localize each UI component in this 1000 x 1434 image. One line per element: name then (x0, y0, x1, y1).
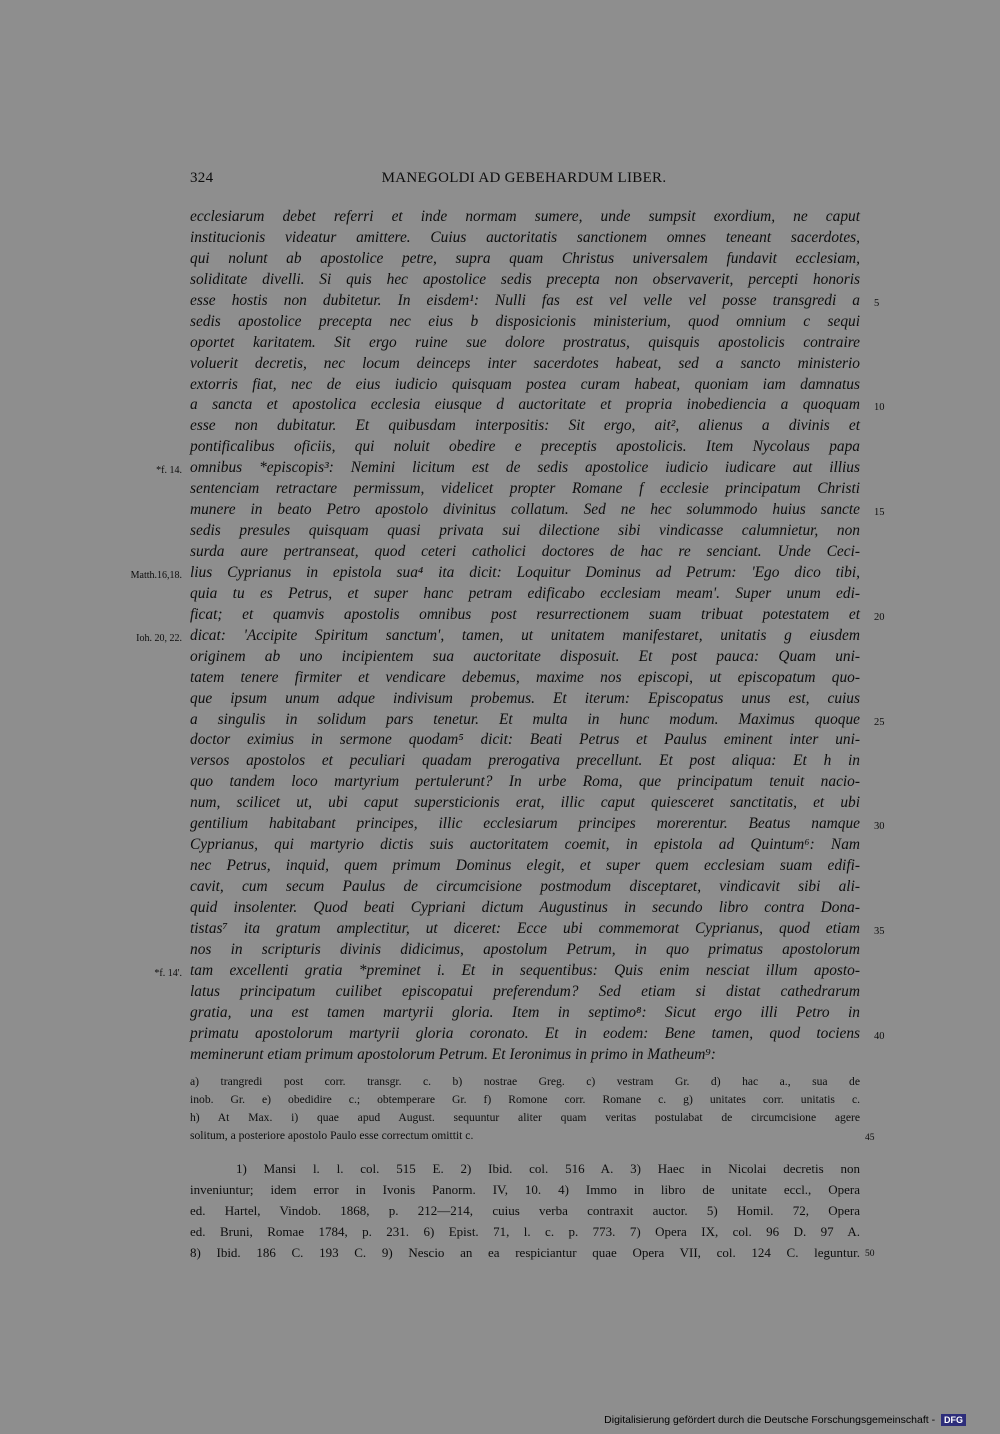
text-line-text: dicat: 'Accipite Spiritum sanctum', tamen, ut unitatem manifestaret, unitatis g eiusdem (190, 626, 860, 644)
line-number: 40 (874, 1030, 885, 1042)
source-note-line (190, 1158, 860, 1179)
text-line (190, 668, 860, 689)
text-line-text: versos apostolos et peculiari quadam prerogativa precellunt. Et post aliqua: Et h in (190, 752, 860, 770)
text-line (190, 312, 860, 333)
source-note-line (190, 1221, 860, 1242)
text-line-text: pontificalibus oficiis, qui noluit obedire e preceptis apostolicis. Item Nycolaus papa (190, 438, 860, 456)
line-number: 25 (874, 716, 885, 728)
source-note-line (190, 1200, 860, 1221)
critical-note-line (190, 1073, 860, 1091)
text-line-text: oportet karitatem. Sit ergo ruine sue dolore prostratus, quisquis apostolicis contraire (190, 333, 860, 351)
critical-note-line (190, 1091, 860, 1109)
text-line (190, 354, 860, 375)
text-line-text: tam excellenti gratia *preminet i. Et in sequentibus: Quis enim nesciat illum aposto- (190, 961, 860, 979)
text-line (190, 521, 860, 542)
text-line (190, 228, 860, 249)
text-line-text: cavit, cum secum Paulus de circumcisione postmodum disceptaret, vindicavit sibi ali- (190, 878, 860, 895)
text-line-text: qui nolunt ab apostolice petre, supra quam Christus universalem fundavit ecclesiam, (190, 249, 860, 267)
text-line-text: surda aure pertranseat, quod ceteri catholici doctores de hac re senciant. Unde Ceci- (190, 543, 860, 560)
text-line (154, 961, 860, 982)
critical-apparatus (190, 1073, 875, 1145)
text-line (190, 584, 860, 605)
line-number: 5 (874, 297, 880, 309)
text-line (190, 898, 860, 919)
text-line-text: Cyprianus, qui martyrio dictis suis auctoritatem coemit, in epistola ad Quintum⁶: Nam (190, 836, 860, 854)
text-line (190, 479, 860, 500)
critical-note-line-text: a) trangredi post corr. transgr. c. b) nostrae Greg. c) vestram Gr. d) hac a., sua de (190, 1075, 860, 1088)
text-line-text: nec Petrus, inquid, quem primum Dominus elegit, et super quem ecclesiam suam edifi- (190, 857, 860, 875)
text-line (190, 207, 860, 228)
text-line (190, 751, 860, 772)
text-line-text: a sancta et apostolica ecclesia eiusque d auctoritate et propria inobediencia a quoquam (190, 396, 860, 414)
text-line-text: ficat; et quamvis apostolis omnibus post resurrectionem suam tribuat potestatem et (190, 605, 860, 623)
text-line-text: a singulis in solidum pars tenetur. Et multa in hunc modum. Maximus quoque (190, 710, 860, 728)
text-line (190, 542, 860, 563)
text-line (190, 647, 860, 668)
text-line (190, 940, 860, 961)
page-number: 324 (190, 170, 214, 186)
source-footnotes (190, 1158, 875, 1263)
text-line (190, 772, 860, 793)
text-line (190, 249, 860, 270)
margin-reference: Matth.16,18. (130, 569, 182, 581)
text-line (190, 919, 885, 940)
text-line (190, 437, 860, 458)
line-number: 30 (874, 821, 885, 833)
text-line (190, 856, 860, 877)
text-line-text: primatu apostolorum martyrii gloria coronato. Et in eodem: Bene tamen, quod tociens (190, 1024, 860, 1042)
main-text (130, 207, 885, 1065)
line-number: 20 (874, 611, 885, 623)
text-line (190, 375, 860, 396)
text-line (190, 395, 885, 416)
text-line-text: tatem tenere firmiter et vendicare debemus, maxime nos episcopi, ut episcopatum quo- (190, 668, 860, 686)
text-line (190, 814, 885, 835)
text-line-text: que ipsum unum adque indivisum probemus. Et iterum: Episcopatus unus est, cuius (190, 689, 860, 707)
digitization-credit (604, 1414, 966, 1426)
text-line (190, 291, 880, 312)
text-line-text: nos in scripturis divinis didicimus, apostolum Petrum, in quo primatus apostolorum (190, 940, 860, 958)
text-line (190, 730, 860, 751)
text-line-text: doctor eximius in sermone quodam⁵ dicit: Beati Petrus et Paulus eminent inter uni- (190, 731, 860, 749)
text-line-text: quia tu es Petrus, et super hanc petram edificabo ecclesiam meam'. Super unum edi- (190, 584, 860, 602)
text-line-text: lius Cyprianus in epistola sua⁴ ita dicit: Loquitur Dominus ad Petrum: 'Ego dico tibi, (190, 563, 860, 581)
text-line (190, 835, 860, 856)
source-note-line-text: ed. Bruni, Romae 1784, p. 231. 6) Epist. 71, l. c. p. 773. 7) Opera IX, col. 96 D. 97 A. (190, 1224, 860, 1239)
text-line (190, 270, 860, 291)
text-line (130, 563, 860, 584)
text-line (190, 1003, 860, 1024)
text-line-text: num, scilicet ut, ubi caput supersticionis erat, illic caput quiesceret sanctitatis, et ubi (190, 794, 860, 812)
text-line (190, 982, 860, 1003)
text-line (190, 877, 860, 898)
text-line-text: gratia, una est tamen martyrii gloria. Item in septimo⁸: Sicut ergo illi Petro in (190, 1003, 860, 1021)
line-number: 45 (865, 1133, 875, 1143)
source-note-line-text: 1) Mansi l. l. col. 515 E. 2) Ibid. col. 516 A. 3) Haec in Nicolai decretis non (236, 1161, 860, 1176)
critical-note-line-text: inob. Gr. e) obedidire c.; obtemperare Gr. f) Romone corr. Romane c. g) unitates corr. unitatis c. (190, 1093, 860, 1106)
text-line (190, 710, 885, 731)
text-line (190, 333, 860, 354)
text-line-text: sedis apostolice precepta nec eius b disposicionis ministerium, quod omnium c sequi (190, 312, 860, 330)
text-line-text: tistas⁷ ita gratum amplectitur, ut diceret: Ecce ubi commemorat Cyprianus, quod etiam (190, 919, 860, 937)
text-line-text: quid insolenter. Quod beati Cypriani dictum Augustinus in secundo libro contra Dona- (190, 898, 860, 916)
text-line-text: originem ab uno incipientem sua auctoritate disposuit. Et post pauca: Quam uni- (190, 647, 860, 665)
text-line-text: munere in beato Petro apostolo divinitus collatum. Sed ne hec solummodo huius sancte (190, 501, 860, 519)
source-note-line-text: inveniuntur; idem error in Ivonis Panorm. IV, 10. 4) Immo in libro de unitate eccl., Opera (190, 1182, 860, 1197)
credit-text: Digitalisierung gefördert durch die Deutsche Forschungsgemeinschaft - (604, 1413, 936, 1426)
text-line (190, 500, 885, 521)
text-line (190, 416, 860, 437)
text-line-text: voluerit decretis, nec locum deinceps inter sacerdotes habeat, sed a sancto ministerio (190, 354, 860, 372)
text-line-text: sentenciam retractare permissum, videlicet propter Romane f ecclesie principatum Christi (190, 480, 860, 498)
line-number: 35 (874, 925, 885, 937)
text-line-text: soliditate divelli. Si quis hec apostolice sedis precepta non observaverit, percepti honoris (190, 270, 860, 288)
margin-reference: *f. 14. (156, 465, 182, 477)
source-note-line-text: 8) Ibid. 186 C. 193 C. 9) Nescio an ea respiciantur quae Opera VII, col. 124 C. leguntur. (190, 1245, 860, 1260)
text-line-text: esse non dubitatur. Et quibusdam interpositis: Sit ergo, ait², alienus a divinis et (190, 417, 860, 435)
text-line-text: meminerunt etiam primum apostolorum Petrum. Et Ieronimus in primo in Matheum⁹: (190, 1045, 716, 1063)
critical-note-line (190, 1109, 860, 1127)
line-number: 15 (874, 507, 885, 519)
running-title: MANEGOLDI AD GEBEHARDUM LIBER. (381, 170, 667, 186)
source-note-line (190, 1179, 860, 1200)
text-line-text: ecclesiarum debet referri et inde normam sumere, unde sumpsit exordium, ne caput (190, 208, 860, 225)
text-line (190, 793, 860, 814)
text-line (190, 605, 885, 626)
line-number: 10 (874, 402, 885, 414)
text-line-text: gentilium habitabant principes, illic ecclesiarum principes morerentur. Beatus namque (190, 815, 860, 833)
text-line (190, 1024, 885, 1045)
page-header (190, 170, 858, 194)
text-line-text: omnibus *episcopis³: Nemini licitum est de sedis apostolice iudicio iudicare aut illius (190, 459, 860, 477)
margin-reference: *f. 14'. (154, 967, 182, 979)
text-line-text: sedis presules quisquam quasi privata sui dilectione sibi vindicasse calumnietur, non (190, 522, 860, 540)
source-note-line-text: ed. Hartel, Vindob. 1868, p. 212—214, cuius verba contraxit auctor. 5) Homil. 72, Opera (190, 1203, 860, 1218)
margin-reference: Ioh. 20, 22. (136, 632, 182, 644)
text-line (190, 1045, 860, 1066)
critical-note-line-text: solitum, a posteriore apostolo Paulo esse correctum omittit c. (190, 1129, 474, 1142)
line-number: 50 (865, 1249, 875, 1259)
text-line-text: esse hostis non dubitetur. In eisdem¹: Nulli fas est vel velle vel posse transgredi a (190, 291, 860, 309)
text-line-text: latus principatum cuilibet episcopatui preferendum? Sed etiam si distat cathedrarum (190, 982, 860, 1000)
text-line (136, 626, 860, 647)
critical-note-line-text: h) At Max. i) quae apud August. sequuntur aliter quam veritas postulabat de circumcisione agere (190, 1111, 860, 1124)
text-line-text: quo tandem loco martyrium pertulerunt? In urbe Roma, que principatum tenuit nacio- (190, 773, 860, 791)
text-line-text: institucionis videatur amittere. Cuius auctoritatis sanctionem omnes teneant sacerdotes, (190, 228, 860, 246)
text-line (156, 458, 860, 479)
text-line-text: extorris fiat, nec de eius iudicio quisquam postea curam habeat, quoniam iam damnatus (190, 375, 860, 393)
critical-note-line (190, 1127, 875, 1145)
dfg-logo: DFG (941, 1414, 966, 1426)
source-note-line (190, 1242, 875, 1263)
text-line (190, 689, 860, 710)
